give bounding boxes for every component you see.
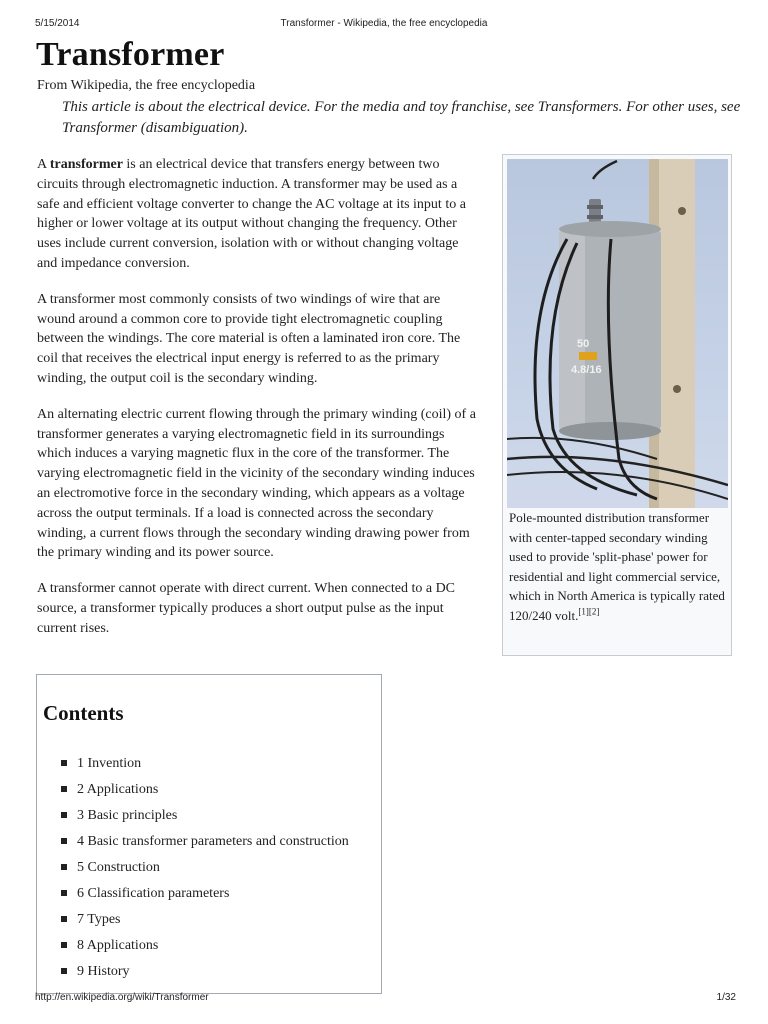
tank-bottom <box>559 422 661 440</box>
print-footer <box>0 992 768 1006</box>
transformer-photo[interactable] <box>507 159 728 508</box>
toc-list <box>61 751 349 985</box>
tank-lid <box>559 221 661 237</box>
toc-item[interactable] <box>61 959 349 985</box>
top-wire <box>593 161 617 179</box>
toc-item-label: 5 Construction <box>77 860 160 875</box>
toc-heading: Contents <box>43 701 124 725</box>
service-wire <box>507 438 657 459</box>
hatnote-text-2: . For other uses, see <box>618 99 741 115</box>
bullet-icon <box>61 890 67 896</box>
toc-item-label: 2 Applications <box>77 782 159 797</box>
print-date: 5/15/2014 <box>35 18 80 29</box>
bullet-icon <box>61 968 67 974</box>
transformer-illustration <box>507 159 728 508</box>
intro-bold-term: transformer <box>49 157 123 172</box>
bushing-ring <box>587 215 603 219</box>
print-url-link[interactable]: http://en.wikipedia.org/wiki/Transformer <box>35 992 209 1003</box>
table-of-contents <box>36 674 382 994</box>
print-page-count: 1/32 <box>716 992 736 1003</box>
toc-item[interactable] <box>61 777 349 803</box>
page-title: Transformer <box>36 36 225 73</box>
intro-paragraph <box>37 155 479 274</box>
intro-lead: A <box>37 157 50 172</box>
toc-item-label: 4 Basic transformer parameters and construction <box>77 834 349 849</box>
toc-item-label: 6 Classification parameters <box>77 886 230 901</box>
tank-highlight <box>559 229 585 431</box>
pole-bolt <box>678 207 686 215</box>
kva-label: 50 <box>577 338 590 350</box>
toc-item[interactable] <box>61 907 349 933</box>
citation-2[interactable]: [2] <box>588 606 600 617</box>
toc-item-label: 3 Basic principles <box>77 808 178 823</box>
toc-item[interactable] <box>61 751 349 777</box>
bullet-icon <box>61 760 67 766</box>
toc-item[interactable] <box>61 829 349 855</box>
article-body <box>37 155 479 655</box>
toc-item[interactable] <box>61 855 349 881</box>
paragraph-4: A transformer cannot operate with direct current. When connected to a DC source, a transformer typically produces a short output pulse as the input current rises. <box>37 581 456 636</box>
toc-item[interactable] <box>61 881 349 907</box>
toc-item[interactable] <box>61 803 349 829</box>
print-header <box>0 18 768 32</box>
toc-item-label: 8 Applications <box>77 938 159 953</box>
bullet-icon <box>61 838 67 844</box>
figure-thumbnail <box>502 154 732 656</box>
bullet-icon <box>61 864 67 870</box>
hatnote-link-disambiguation[interactable]: Transformer (disambiguation) <box>62 120 245 136</box>
hatnote-text-1: This article is about the electrical device. For the media and toy franchise, see <box>62 99 538 115</box>
hatnote <box>62 97 742 139</box>
toc-item[interactable] <box>61 933 349 959</box>
pole-bolt <box>673 385 681 393</box>
kva-tag <box>579 352 597 360</box>
bullet-icon <box>61 916 67 922</box>
caption-text: Pole-mounted distribution transformer with center-tapped secondary winding used to provide 'split-phase' power for residential and light commercial service, which in North America is typically rated 120/240 volt. <box>509 510 725 623</box>
toc-item-label: 9 History <box>77 964 130 979</box>
paragraph-2: A transformer most commonly consists of two windings of wire that are wound around a common core to provide tight electromagnetic coupling between the windings. The core material is often a laminated iron core. The coil that receives the electrical input energy is referred to as the primary winding, the output coil is the secondary winding. <box>37 291 461 386</box>
bushing-ring <box>587 205 603 209</box>
toc-item-label: 7 Types <box>77 912 121 927</box>
print-page-title: Transformer - Wikipedia, the free encyclopedia <box>280 18 488 29</box>
intro-rest: is an electrical device that transfers energy between two circuits through electromagnetic induction. A transformer may be used as a safe and efficient voltage converter to change the AC voltage at its input to a higher or lower voltage at its output without changing the frequency. Other uses include current conversion, isolation with or without changing voltage and impedance conversion. <box>37 157 466 271</box>
toc-item-label: 1 Invention <box>77 756 142 771</box>
bullet-icon <box>61 786 67 792</box>
paragraph-3: An alternating electric current flowing through the primary winding (coil) of a transformer generates a varying electromagnetic field in its surroundings which induces a varying magnetic flux in the core of the transformer. The varying electromagnetic field in the vicinity of the secondary winding induces an electromotive force in the secondary winding, which appears as a voltage across the output terminals. If a load is connected across the secondary winding, a current flows through the secondary winding drawing power from the primary winding and its power source. <box>37 406 476 561</box>
citation-1[interactable]: [1] <box>578 606 589 617</box>
page-subtitle: From Wikipedia, the free encyclopedia <box>37 78 256 93</box>
hatnote-text-3: . <box>244 120 248 136</box>
figure-caption <box>509 508 729 626</box>
voltage-label: 4.8/16 <box>571 364 602 376</box>
bullet-icon <box>61 942 67 948</box>
bullet-icon <box>61 812 67 818</box>
hatnote-link-transformers[interactable]: Transformers <box>537 99 619 115</box>
